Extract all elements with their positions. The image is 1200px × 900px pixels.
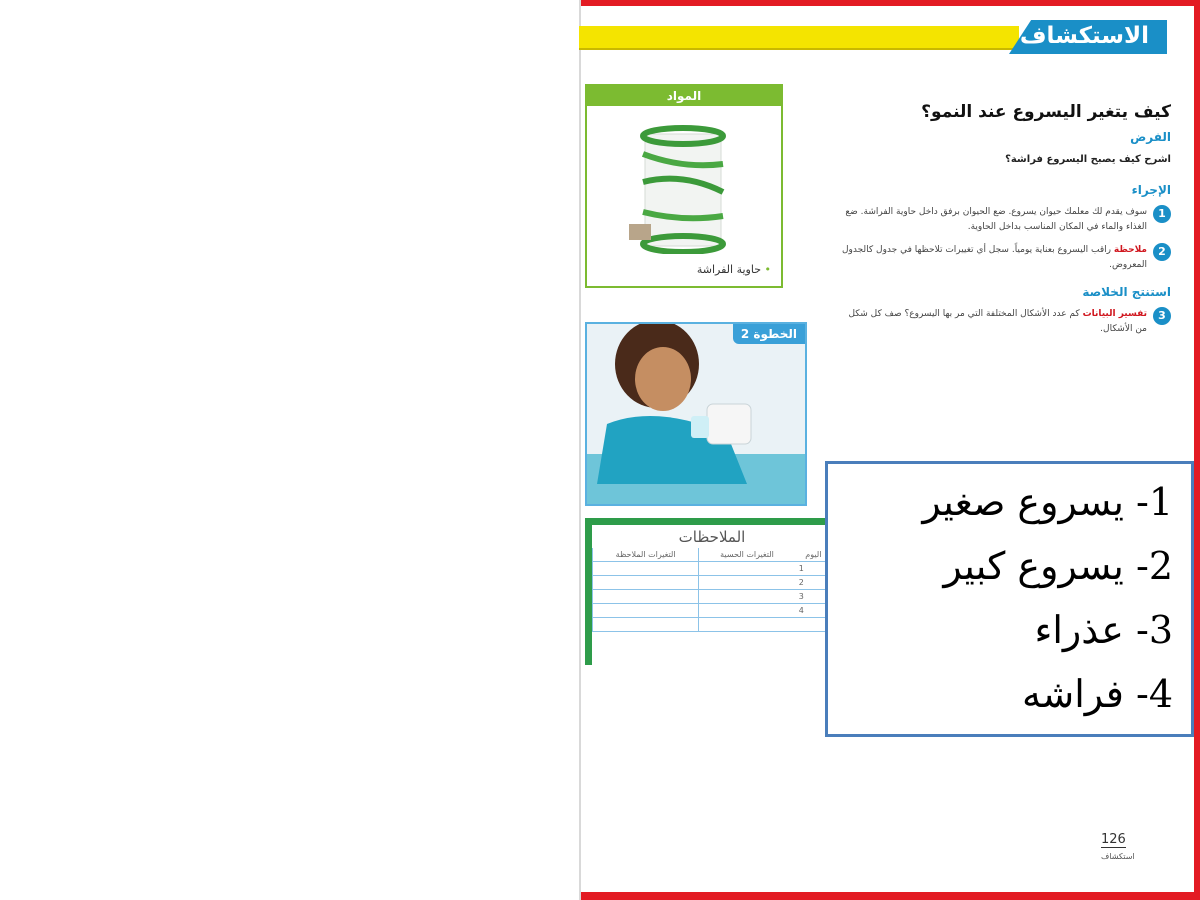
observations-header-row (593, 548, 833, 562)
step-text: سوف يقدم لك معلمك حيوان يسروع. ضع الحيوان برفق داخل حاوية الفراشة. ضع الغذاء والماء في المكان المناسب بداخل الحاوية. (845, 207, 1147, 232)
step-keyword: ملاحظة (1113, 245, 1147, 255)
hypothesis-heading: الفرض (1130, 130, 1171, 144)
step-2-badge: الخطوة 2 (733, 324, 805, 344)
footer-section-label: استكشاف (1101, 852, 1135, 861)
girl-with-container-image (587, 324, 805, 504)
observations-header-day: اليوم (795, 548, 832, 562)
page-left-edge (579, 0, 581, 900)
materials-box (585, 84, 783, 288)
day-cell: 2 (795, 576, 832, 590)
conclusion-heading: استنتج الخلاصة (1082, 285, 1171, 299)
observations-grid (592, 548, 832, 632)
top-red-border (579, 0, 1200, 6)
procedure-step-1 (841, 205, 1171, 235)
observations-table (585, 518, 839, 665)
question-title: كيف يتغير اليسروع عند النمو؟ (921, 102, 1171, 122)
day-cell: 3 (795, 590, 832, 604)
day-cell: 1 (795, 562, 832, 576)
section-banner (579, 20, 1167, 54)
table-row (593, 590, 833, 604)
observations-title: الملاحظات (678, 528, 746, 546)
hypothesis-text: اشرح كيف يصبح اليسروع فراشة؟ (1005, 154, 1171, 165)
answer-box (825, 461, 1194, 737)
procedure-step-2 (841, 243, 1171, 273)
observations-header-sensory: التغيرات الحسية (699, 548, 795, 562)
bottom-red-border (579, 892, 1200, 900)
answer-line-3: 3- عذراء (1034, 608, 1173, 652)
materials-header: المواد (587, 86, 781, 106)
activity-text-column (841, 90, 1171, 337)
girl-photo (585, 322, 807, 506)
materials-caption: • حاوية الفراشة (696, 263, 771, 276)
observations-header-observed: التغيرات الملاحظة (593, 548, 699, 562)
conclusion-step-3 (841, 307, 1171, 337)
step-text: راقب اليسروع بعناية يومياً. سجل أي تغييرات تلاحظها في جدول كالجدول المعروض. (842, 245, 1147, 270)
right-red-border (1194, 0, 1200, 900)
page-number: 126 (1101, 832, 1126, 847)
day-cell: 4 (795, 604, 832, 618)
banner-yellow-strip (579, 26, 1019, 50)
textbook-page (579, 0, 1200, 900)
blank-left-area (0, 0, 579, 900)
butterfly-cage-image (623, 124, 743, 254)
materials-caption-text: حاوية الفراشة (696, 263, 761, 276)
step-text: كم عدد الأشكال المختلفة التي مر بها اليسروع؟ صف كل شكل من الأشكال. (848, 309, 1147, 334)
answer-line-2: 2- يسروع كبير (943, 544, 1173, 588)
table-row (593, 618, 833, 632)
table-row (593, 576, 833, 590)
answer-line-4: 4- فراشه (1021, 672, 1173, 716)
step-number: 2 (1153, 243, 1171, 261)
answer-line-1: 1- يسروع صغير (922, 480, 1173, 524)
table-row (593, 562, 833, 576)
step-keyword: تفسير البيانات (1082, 309, 1147, 319)
table-row (593, 604, 833, 618)
banner-title: الاستكشاف (1019, 23, 1149, 49)
step-number: 1 (1153, 205, 1171, 223)
step-number: 3 (1153, 307, 1171, 325)
procedure-heading: الإجراء (1131, 183, 1171, 197)
